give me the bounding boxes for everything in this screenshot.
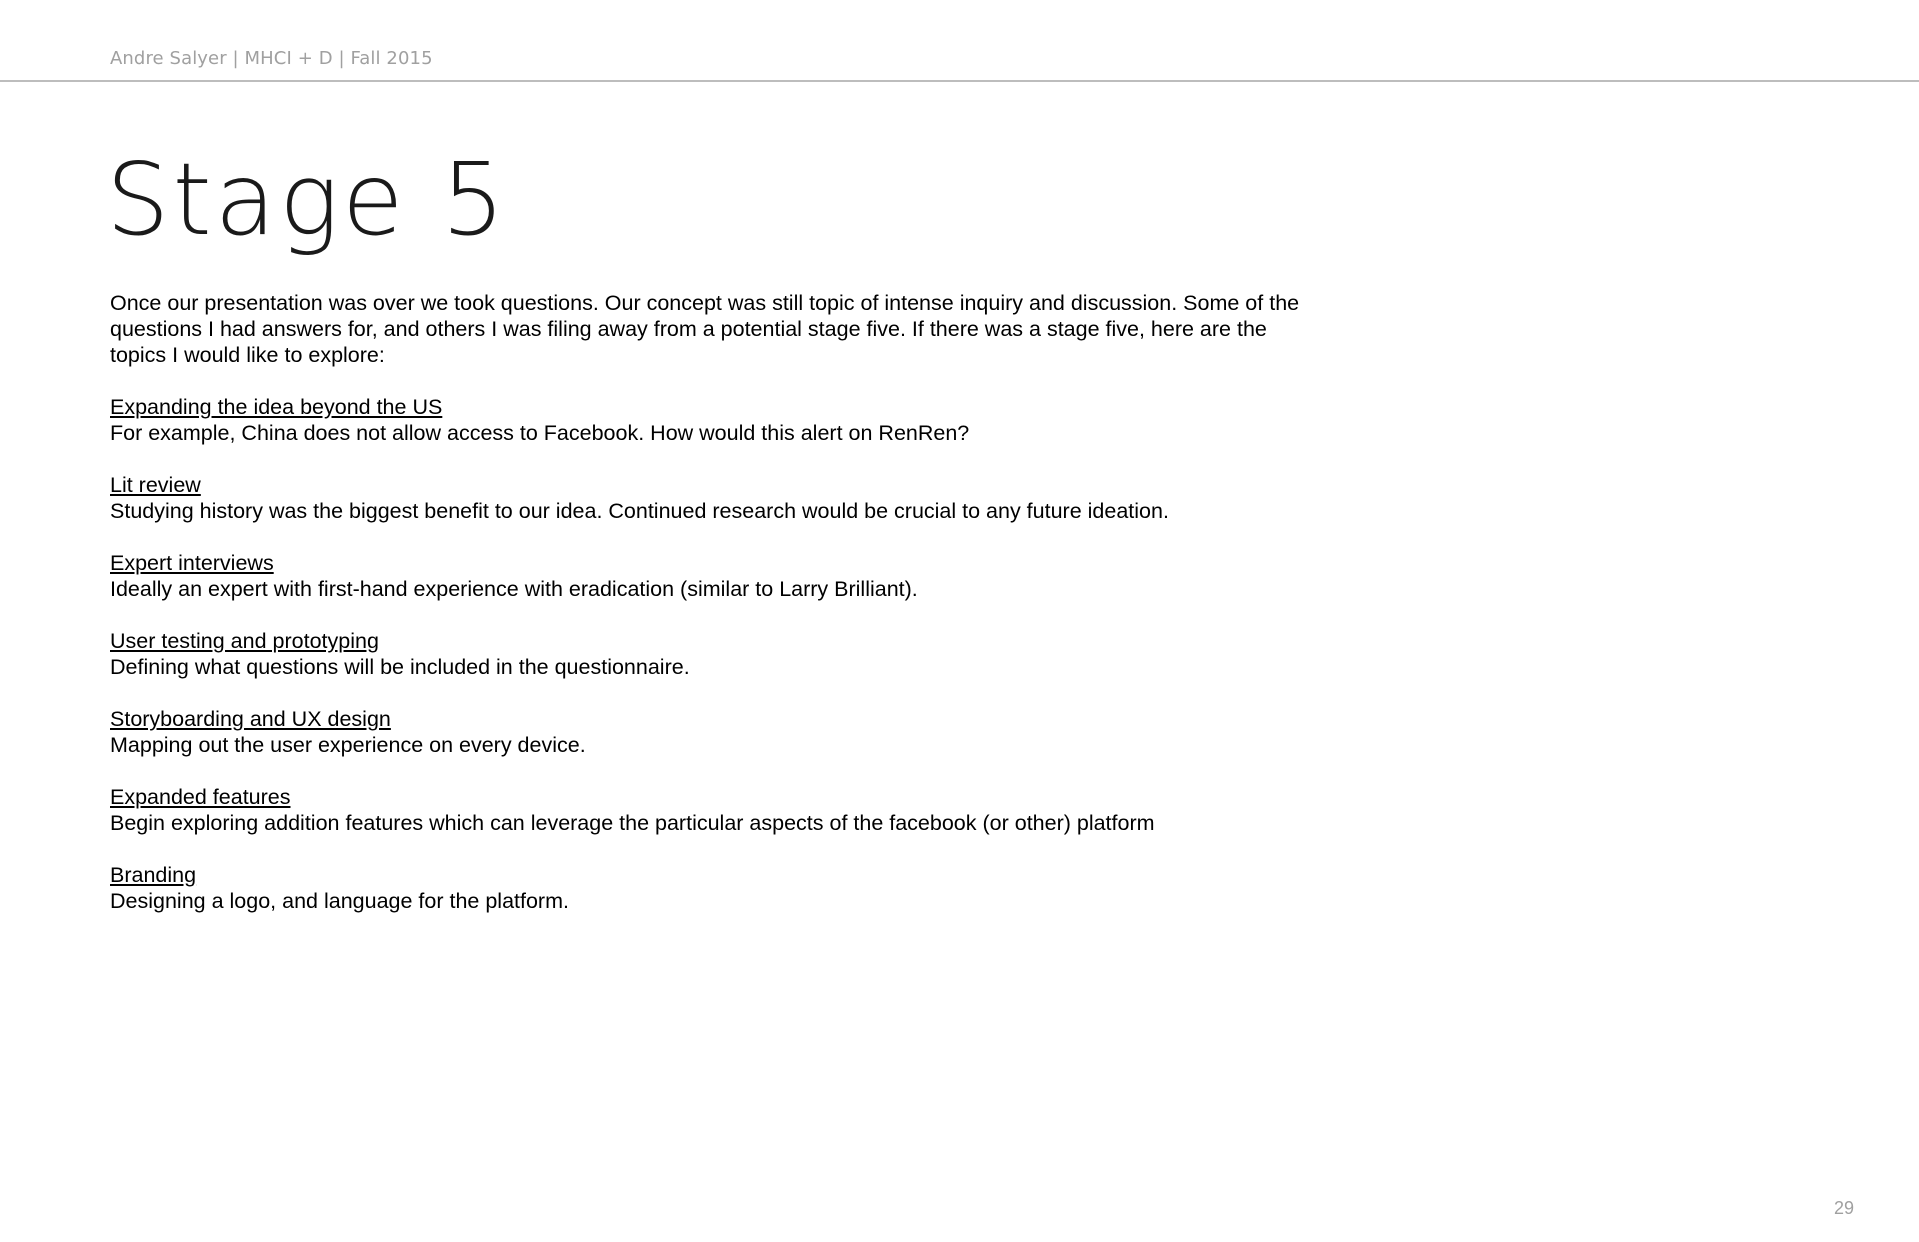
content-body — [110, 290, 1310, 940]
topic-title: User testing and prototyping — [110, 629, 379, 653]
topic-item — [110, 706, 1310, 758]
topic-title: Expanding the idea beyond the US — [110, 395, 443, 419]
topic-title: Branding — [110, 863, 197, 887]
topic-item — [110, 784, 1310, 836]
topic-description: Defining what questions will be included in the questionnaire. — [110, 655, 690, 679]
topic-item — [110, 862, 1310, 914]
topic-description: Ideally an expert with first-hand experience with eradication (similar to Larry Brilliant). — [110, 577, 918, 601]
topic-item — [110, 550, 1310, 602]
topic-description: For example, China does not allow access to Facebook. How would this alert on RenRen? — [110, 421, 970, 445]
header-divider — [0, 80, 1919, 82]
topic-description: Designing a logo, and language for the platform. — [110, 889, 569, 913]
page-title: Stage 5 — [106, 141, 508, 258]
intro-paragraph: Once our presentation was over we took questions. Our concept was still topic of intense inquiry and discussion. Some of the questions I had answers for, and others I was filing away from a potential stage five. If there was a stage five, here are the topics I would like to explore: — [110, 291, 1300, 367]
topic-title: Expert interviews — [110, 551, 274, 575]
topic-item — [110, 394, 1310, 446]
topic-description: Mapping out the user experience on every device. — [110, 733, 586, 757]
topic-title: Lit review — [110, 473, 201, 497]
header-text: Andre Salyer | MHCI + D | Fall 2015 — [110, 48, 433, 69]
page-number: 29 — [1834, 1198, 1855, 1218]
topic-item — [110, 628, 1310, 680]
topic-title: Expanded features — [110, 785, 291, 809]
topic-title: Storyboarding and UX design — [110, 707, 391, 731]
topic-description: Studying history was the biggest benefit to our idea. Continued research would be crucial to any future ideation. — [110, 499, 1169, 523]
topic-item — [110, 472, 1310, 524]
topic-description: Begin exploring addition features which can leverage the particular aspects of the facebook (or other) platform — [110, 811, 1155, 835]
